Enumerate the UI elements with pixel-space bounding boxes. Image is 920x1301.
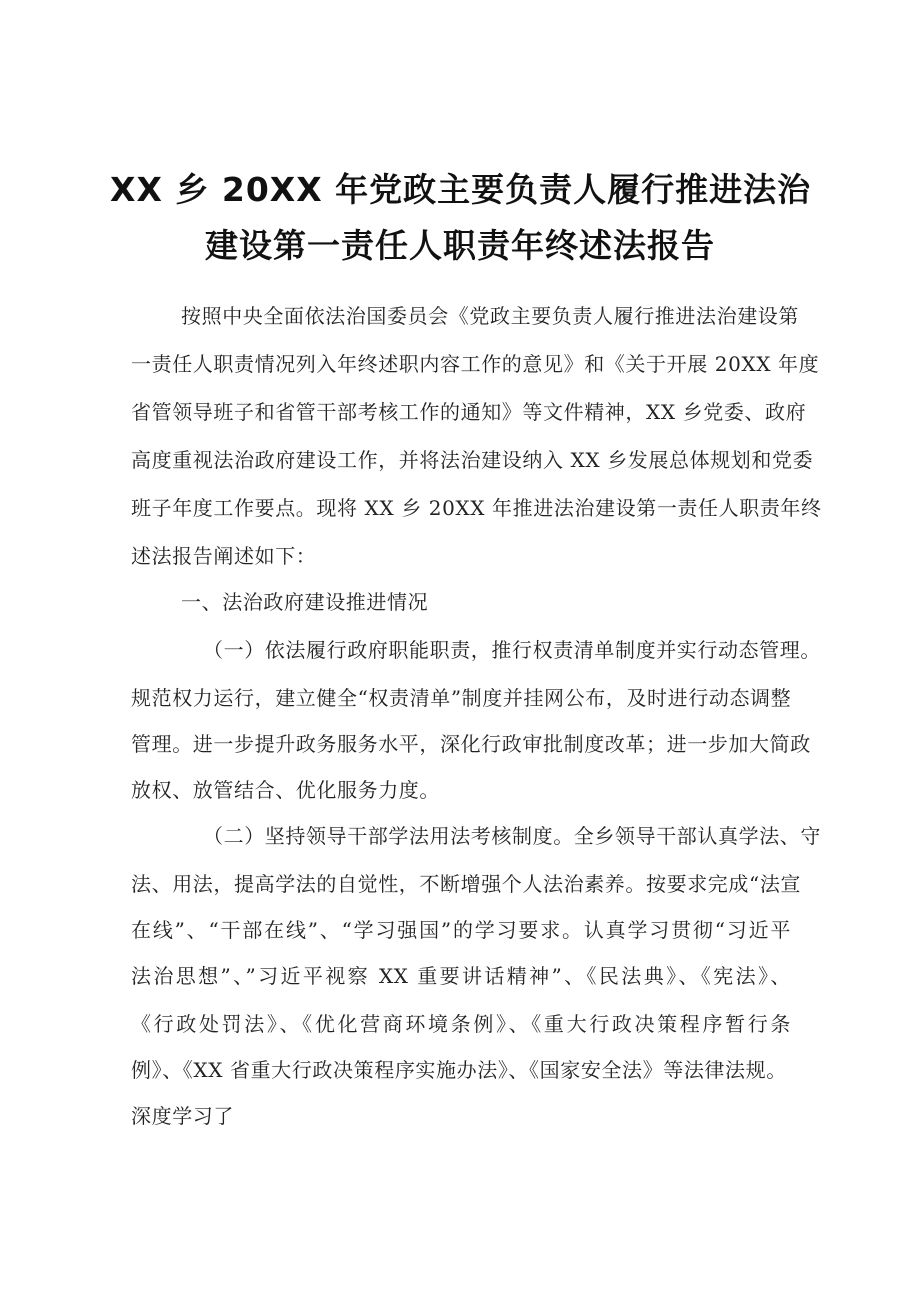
sub2-line: 在线”、“干部在线”、“学习强国”的学习要求。认真学习贯彻“习近平 [131, 918, 791, 942]
intro-line: 班子年度工作要点。现将 XX 乡 20XX 年推进法治建设第一责任人职责年终 [131, 496, 822, 520]
sub1-line: 管理。进一步提升政务服务水平，深化行政审批制度改革；进一步加大简政 [131, 732, 811, 756]
sub1-line: 放权、放管结合、优化服务力度。 [131, 778, 440, 802]
sub2-line: 《行政处罚法》、《优化营商环境条例》、《重大行政决策程序暂行条 [131, 1012, 791, 1036]
sub2-line: 例》、《XX 省重大行政决策程序实施办法》、《国家安全法》等法律法规。 [131, 1058, 787, 1082]
document-title-line-2: 建设第一责任人职责年终述法报告 [205, 226, 715, 265]
intro-line: 述法报告阐述如下： [131, 544, 317, 568]
sub1-line: （一）依法履行政府职能职责，推行权责清单制度并实行动态管理。 [203, 638, 821, 662]
sub2-line: 法、用法，提高学法的自觉性，不断增强个人法治素养。按要求完成“法宣 [131, 872, 802, 896]
sub1-line: 规范权力运行，建立健全“权责清单”制度并挂网公布，及时进行动态调整 [131, 686, 792, 710]
document-title-line-1: XX 乡 20XX 年党政主要负责人履行推进法治 [110, 170, 812, 209]
sub2-line: （二）坚持领导干部学法用法考核制度。全乡领导干部认真学法、守 [203, 824, 821, 848]
intro-line: 按照中央全面依法治国委员会《党政主要负责人履行推进法治建设第 [181, 304, 799, 328]
intro-line: 一责任人职责情况列入年终述职内容工作的意见》和《关于开展 20XX 年度 [131, 352, 820, 376]
intro-line: 高度重视法治政府建设工作，并将法治建设纳入 XX 乡发展总体规划和党委 [131, 448, 814, 472]
sub2-line: 法治思想”、”习近平视察 XX 重要讲话精神”、《民法典》、《宪法》、 [131, 964, 791, 988]
section-heading: 一、法治政府建设推进情况 [181, 590, 429, 614]
intro-line: 省管领导班子和省管干部考核工作的通知》等文件精神，XX 乡党委、政府 [131, 400, 807, 424]
sub2-line: 深度学习了 [131, 1104, 234, 1128]
